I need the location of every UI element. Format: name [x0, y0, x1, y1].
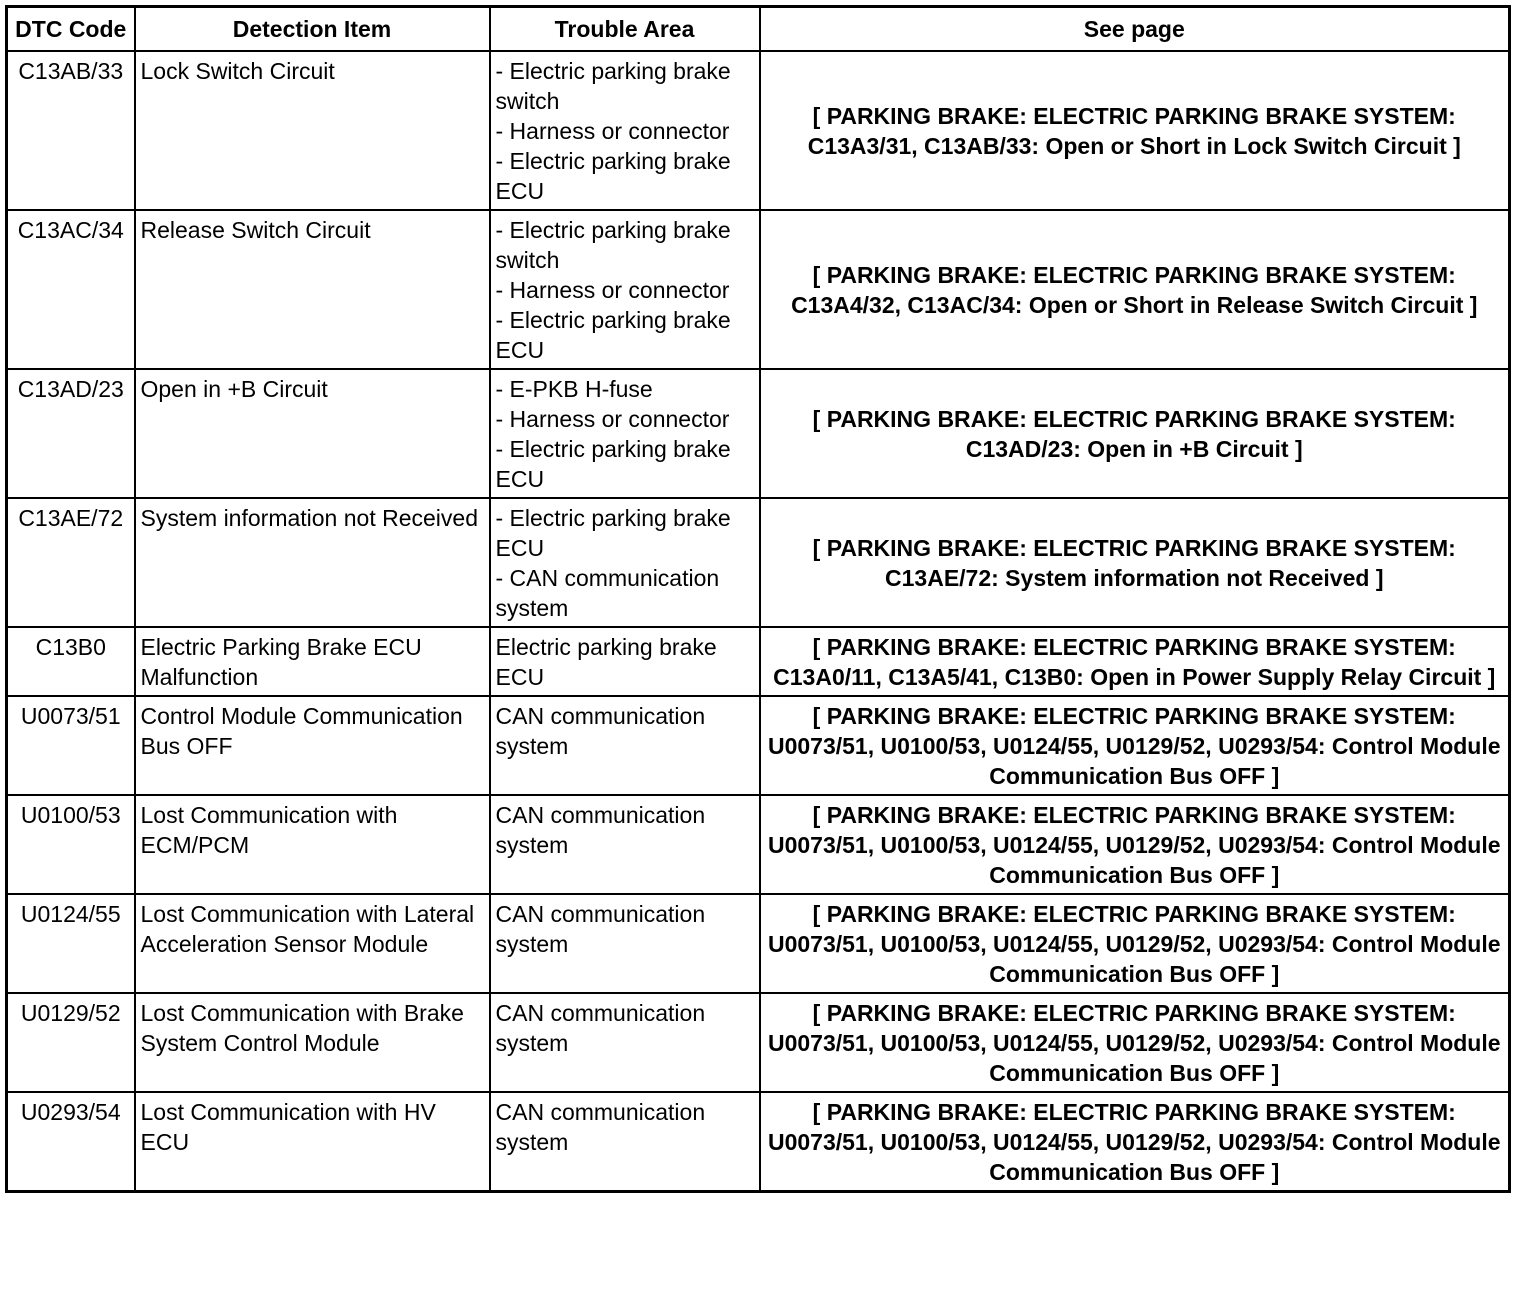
dtc-code-cell: C13AB/33 [7, 51, 135, 210]
detection-item-cell: Release Switch Circuit [135, 210, 490, 369]
detection-item-cell: Control Module Communication Bus OFF [135, 696, 490, 795]
detection-item-cell: Lost Communication with ECM/PCM [135, 795, 490, 894]
dtc-code-cell: C13AC/34 [7, 210, 135, 369]
see-page-link[interactable]: [ PARKING BRAKE: ELECTRIC PARKING BRAKE SYSTEM: U0073/51, U0100/53, U0124/55, U0129/52, U0293/54: Control Module Communication Bus OFF ] [760, 795, 1510, 894]
trouble-area-item: CAN communication system [495, 703, 706, 759]
dtc-code-cell: U0129/52 [7, 993, 135, 1092]
see-page-link[interactable]: [ PARKING BRAKE: ELECTRIC PARKING BRAKE SYSTEM: C13A4/32, C13AC/34: Open or Short in Release Switch Circuit ] [760, 210, 1510, 369]
see-page-link[interactable]: [ PARKING BRAKE: ELECTRIC PARKING BRAKE SYSTEM: U0073/51, U0100/53, U0124/55, U0129/52, U0293/54: Control Module Communication Bus OFF ] [760, 1092, 1510, 1192]
header-dtc-code: DTC Code [7, 7, 135, 52]
trouble-area-cell [490, 795, 760, 894]
dtc-code-cell: C13AE/72 [7, 498, 135, 627]
dtc-code-cell: C13B0 [7, 627, 135, 696]
table-row [7, 894, 1510, 993]
trouble-area-cell [490, 627, 760, 696]
detection-item-cell: Electric Parking Brake ECU Malfunction [135, 627, 490, 696]
see-page-link[interactable]: [ PARKING BRAKE: ELECTRIC PARKING BRAKE SYSTEM: C13AE/72: System information not Received ] [760, 498, 1510, 627]
see-page-link[interactable]: [ PARKING BRAKE: ELECTRIC PARKING BRAKE SYSTEM: C13A0/11, C13A5/41, C13B0: Open in Power Supply Relay Circuit ] [760, 627, 1510, 696]
trouble-area-item: - Electric parking brake switch [495, 217, 731, 273]
trouble-area-cell [490, 1092, 760, 1192]
trouble-area-item: CAN communication system [495, 1099, 706, 1155]
see-page-link[interactable]: [ PARKING BRAKE: ELECTRIC PARKING BRAKE SYSTEM: U0073/51, U0100/53, U0124/55, U0129/52, U0293/54: Control Module Communication Bus OFF ] [760, 894, 1510, 993]
dtc-code-cell: C13AD/23 [7, 369, 135, 498]
trouble-area-item: CAN communication system [495, 802, 706, 858]
trouble-area-cell [490, 894, 760, 993]
trouble-area-item: - Harness or connector [495, 277, 730, 303]
trouble-area-cell [490, 498, 760, 627]
table-row [7, 696, 1510, 795]
see-page-link[interactable]: [ PARKING BRAKE: ELECTRIC PARKING BRAKE SYSTEM: C13A3/31, C13AB/33: Open or Short in Lock Switch Circuit ] [760, 51, 1510, 210]
detection-item-cell: Lost Communication with Brake System Control Module [135, 993, 490, 1092]
trouble-area-item: - Harness or connector [495, 118, 730, 144]
see-page-link[interactable]: [ PARKING BRAKE: ELECTRIC PARKING BRAKE SYSTEM: U0073/51, U0100/53, U0124/55, U0129/52, U0293/54: Control Module Communication Bus OFF ] [760, 696, 1510, 795]
trouble-area-item: Electric parking brake ECU [495, 634, 717, 690]
table-row [7, 627, 1510, 696]
table-row [7, 795, 1510, 894]
detection-item-cell: System information not Received [135, 498, 490, 627]
trouble-area-item: - Harness or connector [495, 406, 730, 432]
detection-item-cell: Open in +B Circuit [135, 369, 490, 498]
trouble-area-cell [490, 993, 760, 1092]
trouble-area-cell [490, 210, 760, 369]
detection-item-cell: Lost Communication with Lateral Acceleration Sensor Module [135, 894, 490, 993]
table-row [7, 993, 1510, 1092]
trouble-area-item: - Electric parking brake ECU [495, 505, 731, 561]
dtc-code-cell: U0293/54 [7, 1092, 135, 1192]
dtc-table [5, 5, 1511, 1193]
dtc-code-cell: U0124/55 [7, 894, 135, 993]
trouble-area-item: CAN communication system [495, 1000, 706, 1056]
see-page-link[interactable]: [ PARKING BRAKE: ELECTRIC PARKING BRAKE SYSTEM: C13AD/23: Open in +B Circuit ] [760, 369, 1510, 498]
trouble-area-cell [490, 51, 760, 210]
trouble-area-item: - Electric parking brake ECU [495, 436, 731, 492]
table-body [7, 51, 1510, 1192]
table-row [7, 1092, 1510, 1192]
trouble-area-cell [490, 696, 760, 795]
table-row [7, 210, 1510, 369]
detection-item-cell: Lost Communication with HV ECU [135, 1092, 490, 1192]
trouble-area-item: - Electric parking brake ECU [495, 307, 731, 363]
trouble-area-item: - Electric parking brake switch [495, 58, 731, 114]
dtc-code-cell: U0073/51 [7, 696, 135, 795]
table-row [7, 51, 1510, 210]
trouble-area-cell [490, 369, 760, 498]
header-detection-item: Detection Item [135, 7, 490, 52]
trouble-area-item: - E-PKB H-fuse [495, 376, 653, 402]
table-row [7, 369, 1510, 498]
dtc-code-cell: U0100/53 [7, 795, 135, 894]
table-row [7, 498, 1510, 627]
detection-item-cell: Lock Switch Circuit [135, 51, 490, 210]
see-page-link[interactable]: [ PARKING BRAKE: ELECTRIC PARKING BRAKE SYSTEM: U0073/51, U0100/53, U0124/55, U0129/52, U0293/54: Control Module Communication Bus OFF ] [760, 993, 1510, 1092]
header-row [7, 7, 1510, 52]
header-see-page: See page [760, 7, 1510, 52]
header-trouble-area: Trouble Area [490, 7, 760, 52]
trouble-area-item: CAN communication system [495, 901, 706, 957]
trouble-area-item: - Electric parking brake ECU [495, 148, 731, 204]
trouble-area-item: - CAN communication system [495, 565, 720, 621]
